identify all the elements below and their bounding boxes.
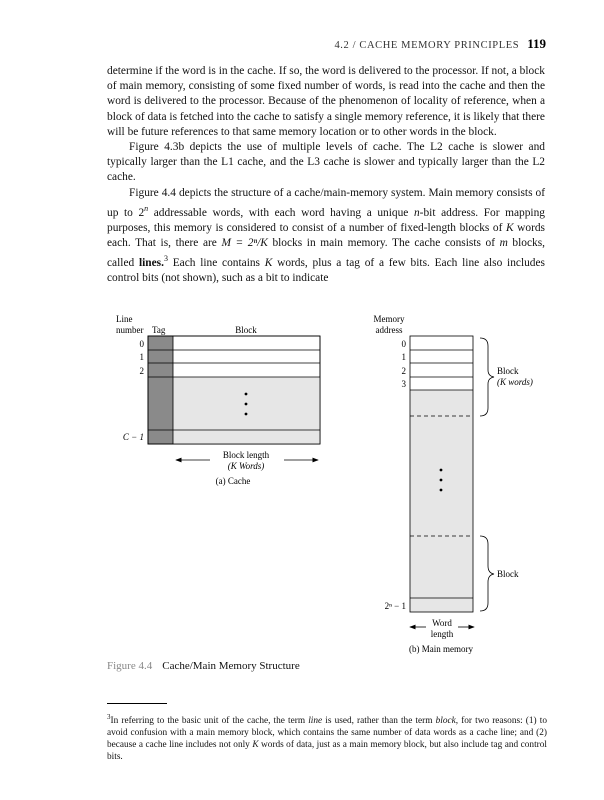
footnote-ref: 3 xyxy=(163,254,168,264)
memory-row-label: 0 xyxy=(401,339,406,349)
paragraph-3: Figure 4.4 depicts the structure of a cache/main-memory system. Main memory consists of up to 2$^n$ addressable words, with each word having a unique n-bit address. For mapping purposes, this memory is considered to consist of a number of fixed-length blocks of K words each. That is, there are M = 2ⁿ/K blocks in main memory. The cache consists of m blocks, called lines.$^3$ Each line contains K words, plus a tag of a few bits. Each line also includes control bits (not shown), such as a bit to indicate xyxy=(107,186,546,285)
figure-caption xyxy=(107,660,300,672)
cache-caption: (a) Cache xyxy=(215,476,251,486)
ellipsis-dot xyxy=(245,393,248,396)
block-brace-lower xyxy=(480,536,494,611)
memory-row-label: 1 xyxy=(401,352,406,362)
cache-last-row-label: C − 1 xyxy=(122,432,144,442)
tag-column xyxy=(148,336,173,444)
cache-row-label: 2 xyxy=(139,366,144,376)
memory-shaded-area xyxy=(410,390,473,612)
block-label: Block xyxy=(235,325,257,335)
memory-address-label-1: Memory xyxy=(373,314,405,324)
paragraph-2: Figure 4.3b depicts the use of multiple levels of cache. The L2 cache is slower and typically larger than the L1 cache, and the L3 cache is slower and typically larger than the L2 cache. xyxy=(107,141,545,184)
memory-row-label: 3 xyxy=(401,379,406,389)
figure-label: Figure 4.4 xyxy=(107,660,153,672)
memory-caption: (b) Main memory xyxy=(409,644,473,654)
ellipsis-dot xyxy=(245,413,248,416)
memory-address-label-2: address xyxy=(375,325,403,335)
block-length-label-2: (K Words) xyxy=(227,461,265,471)
word-length-label-1: Word xyxy=(432,618,452,628)
figure-title: Cache/Main Memory Structure xyxy=(162,660,300,672)
ellipsis-dot xyxy=(440,479,443,482)
word-length-label-2: length xyxy=(430,629,454,639)
memory-last-row-label: 2ⁿ − 1 xyxy=(384,601,406,611)
ellipsis-dot xyxy=(440,489,443,492)
ellipsis-dot xyxy=(245,403,248,406)
block-length-label-1: Block length xyxy=(222,450,270,460)
running-head: 4.2 / CACHE MEMORY PRINCIPLES xyxy=(334,40,520,51)
main-memory-diagram xyxy=(374,314,533,654)
block-brace-lower-label: Block xyxy=(497,569,519,579)
footnote-rule xyxy=(107,703,167,704)
cache-last-line xyxy=(173,430,320,444)
tag-label: Tag xyxy=(152,325,166,335)
block-brace-label-2: (K words) xyxy=(497,377,533,387)
cache-diagram xyxy=(116,314,320,486)
block-brace-label-1: Block xyxy=(497,366,519,376)
line-number-label-2: number xyxy=(116,325,144,335)
memory-row-label: 2 xyxy=(401,366,406,376)
paragraph-1: determine if the word is in the cache. If so, the word is delivered to the processor. If not, a block of main memory, consisting of some fixed number of words, is read into the cache and then the word is delivered to the processor. Because of the phenomenon of locality of reference, when a block of data is fetched into the cache to satisfy a single memory reference, it is likely that there will be future references to that same memory location or to other words in the block. xyxy=(107,65,545,138)
block-brace-upper xyxy=(480,338,494,416)
line-number-label-1: Line xyxy=(116,314,133,324)
footnote: $^3$In referring to the basic unit of the cache, the term line is used, rather than the term block, for two reasons: (1) to avoid confusion with a main memory block, which contains the same number of data words as a cache line; and (2) because a cache line includes not only K words of data, just as a main memory block, but also include tag and control bits. xyxy=(107,713,547,763)
cache-row-label: 0 xyxy=(139,339,144,349)
ellipsis-dot xyxy=(440,469,443,472)
cache-row-label: 1 xyxy=(139,352,144,362)
term-lines: lines. xyxy=(138,257,164,270)
page-number: 119 xyxy=(527,36,546,51)
